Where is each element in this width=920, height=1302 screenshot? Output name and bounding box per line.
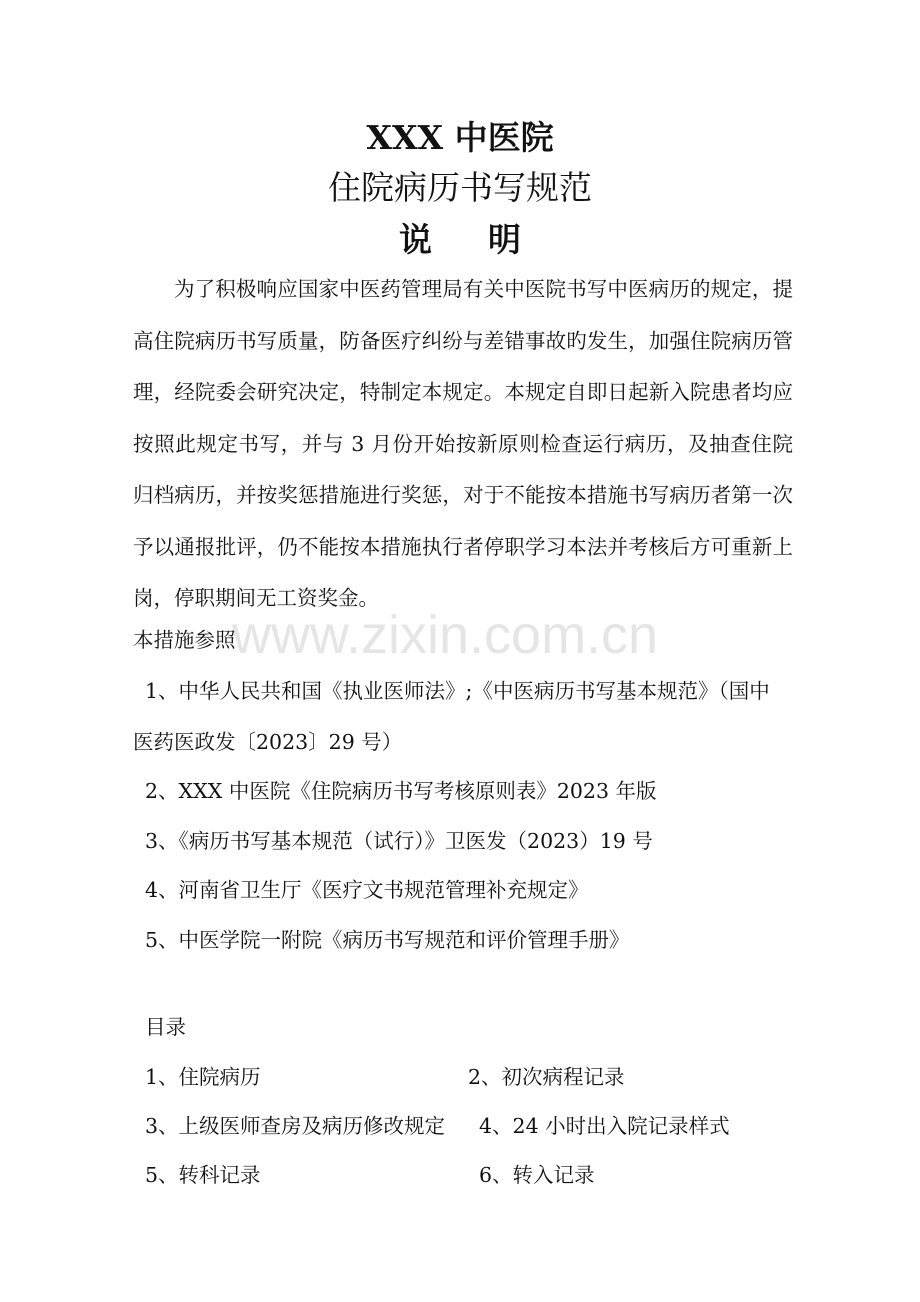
intro-paragraph: 为了积极响应国家中医药管理局有关中医院书写中医病历的规定，提高住院病历书写质量，防备医疗纠纷与差错事故旳发生，加强住院病历管理，经院委会研究决定，特制定本规定。本规定自即日起新入院患者均应按照此规定书写，并与 3 月份开始按新原则检查运行病历，及抽查住院归档病历，并按奖惩措施进行奖惩，对于不能按本措施书写病历者第一次予以通报批评，仍不能按本措施执行者停职学习本法并考核后方可重新上岗，停职期间无工资奖金。 xyxy=(133,277,793,610)
toc-item-4: 4、24 小时出入院记录样式 xyxy=(479,1114,730,1138)
reference-item-3: 3、《病历书写基本规范（试行）》卫医发（2023）19 号 xyxy=(145,829,653,853)
reference-item-5: 5、中医学院一附院《病历书写规范和评价管理手册》 xyxy=(145,928,630,952)
toc-item-2: 2、初次病程记录 xyxy=(468,1065,625,1089)
hospital-title: XXX 中医院 xyxy=(366,118,554,157)
reference-item-1-line2: 医药医政发〔2023〕29 号） xyxy=(133,730,403,754)
toc-item-5: 5、转科记录 xyxy=(145,1163,261,1187)
watermark: www.zixin.com.cn xyxy=(232,605,659,665)
reference-item-1-line1: 1、中华人民共和国《执业医师法》;《中医病历书写基本规范》（国中 xyxy=(145,679,770,703)
toc-heading: 目录 xyxy=(145,1015,186,1039)
reference-item-4: 4、河南省卫生厅《医疗文书规范管理补充规定》 xyxy=(145,878,589,902)
document-title: 住院病历书写规范 xyxy=(328,168,592,207)
toc-item-6: 6、转入记录 xyxy=(479,1163,595,1187)
toc-item-3: 3、上级医师查房及病历修改规定 xyxy=(145,1114,446,1138)
references-heading: 本措施参照 xyxy=(133,628,236,652)
reference-item-2: 2、XXX 中医院《住院病历书写考核原则表》2023 年版 xyxy=(145,779,657,803)
toc-item-1: 1、住院病历 xyxy=(145,1065,261,1089)
section-title: 说明 xyxy=(399,220,577,259)
